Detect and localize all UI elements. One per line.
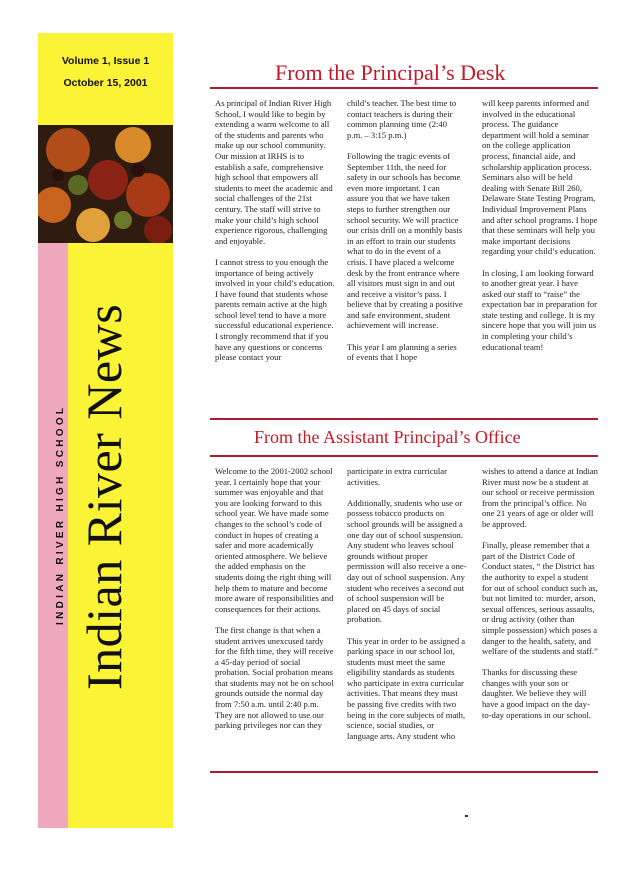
assistant-heading-rule	[210, 455, 598, 457]
assistant-col-1	[215, 466, 335, 741]
paragraph: In closing, I am looking forward to another great year. I have asked our staff to “raise” the expectation bar in preparation for state testing and college. It is my sincere hope that you will join us in completing your child’s educational team!	[482, 267, 598, 352]
autumn-leaves-image	[38, 125, 173, 243]
section-divider	[210, 418, 598, 420]
paragraph: participate in extra curricular activities.	[347, 466, 447, 487]
paragraph: Finally, please remember that a part of the District Code of Conduct states, “ the District has the authority to expel a student for out of school conduct such as, but not limited to: murder, arson, sexual offences, serious assaults, or drug activity (other than simple possession) which poses a danger to the health, safety, and welfare of the students and staff.”	[482, 540, 598, 657]
page-mark	[465, 815, 468, 817]
paragraph: The first change is that when a student arrives unexcused tardy for the fifth time, they will receive a 45-day period of social probation. Social probation means that students may not be on school grounds outside the normal day from 7:50 a.m. until 2:40 p.m. They are not allowed to use our parking privileges nor can they	[215, 624, 334, 731]
bottom-rule	[210, 771, 598, 773]
issue-date: October 15, 2001	[63, 77, 148, 89]
principal-col-2	[347, 98, 463, 373]
paragraph: This year in order to be assigned a parking space in our school lot, students must meet the same eligibility standards as students who participate in extra curricular activities. That means they must be passing five credits with two being in the core subjects of math, science, social studies, or language arts. Any student who	[347, 635, 466, 741]
paragraph: child’s teacher. The best time to contact teachers is during their common planning time (2:40 p.m. – 3:15 p.m.)	[347, 98, 457, 140]
school-name: INDIAN RIVER HIGH SCHOOL	[55, 404, 66, 625]
assistant-col-3	[482, 466, 598, 731]
paragraph: Thanks for discussing these changes with your son or daughter. We believe they will have a good impact on the day-to-day operations in our school.	[482, 667, 592, 720]
paragraph: I cannot stress to you enough the importance of being actively involved in your child’s education. I have found that students whose parents remain active at the high school level tend to have a more successful educational experience. I strongly recommend that if you have any questions or concerns please contact your	[215, 256, 335, 363]
paragraph: wishes to attend a dance at Indian River must now be a student at our school or receive permission from the principal’s office. No one 21 years of age or older will be approved.	[482, 466, 598, 529]
principal-col-1	[215, 98, 335, 373]
assistant-heading: From the Assistant Principal’s Office	[254, 427, 521, 447]
newsletter-title: Indian River News	[76, 303, 132, 690]
issue-box	[38, 33, 173, 125]
paragraph: Additionally, students who use or possess tobacco products on school grounds will be assigned a one day out of school suspension. Any student who leaves school grounds without proper permission will also receive a one-day out of school suspension. Any student who receives a second out of school suspension will be placed on 45 days of social probation.	[347, 497, 467, 625]
paragraph: Welcome to the 2001-2002 school year. I certainly hope that your summer was enjoyable and that you are looking forward to this school year. We have made some changes to the school’s code of conduct in hopes of creating a safer and more academically oriented atmosphere. We believe the added emphasis on the students doing the right thing will help them to mature and become more aware of responsibilities and consequences for their actions.	[215, 466, 334, 614]
principal-col-3	[482, 98, 598, 363]
assistant-col-2	[347, 466, 467, 752]
principal-heading-rule	[210, 87, 598, 89]
principal-heading: From the Principal’s Desk	[275, 60, 506, 85]
paragraph: Following the tragic events of September 11th, the need for safety in our schools has become even more important. I can assure you that we have taken steps to further strengthen our school security. We will practice our crisis drill on a monthly basis in an effort to train our students what to do in the event of a crisis. I have placed a welcome desk by the front entrance where all visitors must sign in and out and receive a visitor’s pass. I believe that by creating a positive and safe environment, student achievement will increase.	[347, 150, 463, 331]
paragraph: As principal of Indian River High School, I would like to begin by extending a warm welcome to all of the students and parents who make up our school community. Our mission at IRHS is to establish a safe, comprehensive high school that empowers all students to meet the academic and social challenges of the 21st century. The staff will strive to make your child’s high school experience rigorous, challenging and enjoyable.	[215, 98, 333, 246]
paragraph: will keep parents informed and involved in the educational process. The guidance department will hold a seminar on the college application process, financial aide, and scholarship application process. Seminars also will be held dealing with Senate Bill 260, Delaware State Testing Program, Individual Improvement Plans and after school programs. I hope that these seminars will help you make important decisions regarding your child’s education.	[482, 98, 598, 257]
paragraph: This year I am planning a series of events that I hope	[347, 341, 457, 363]
volume-issue: Volume 1, Issue 1	[61, 55, 150, 67]
